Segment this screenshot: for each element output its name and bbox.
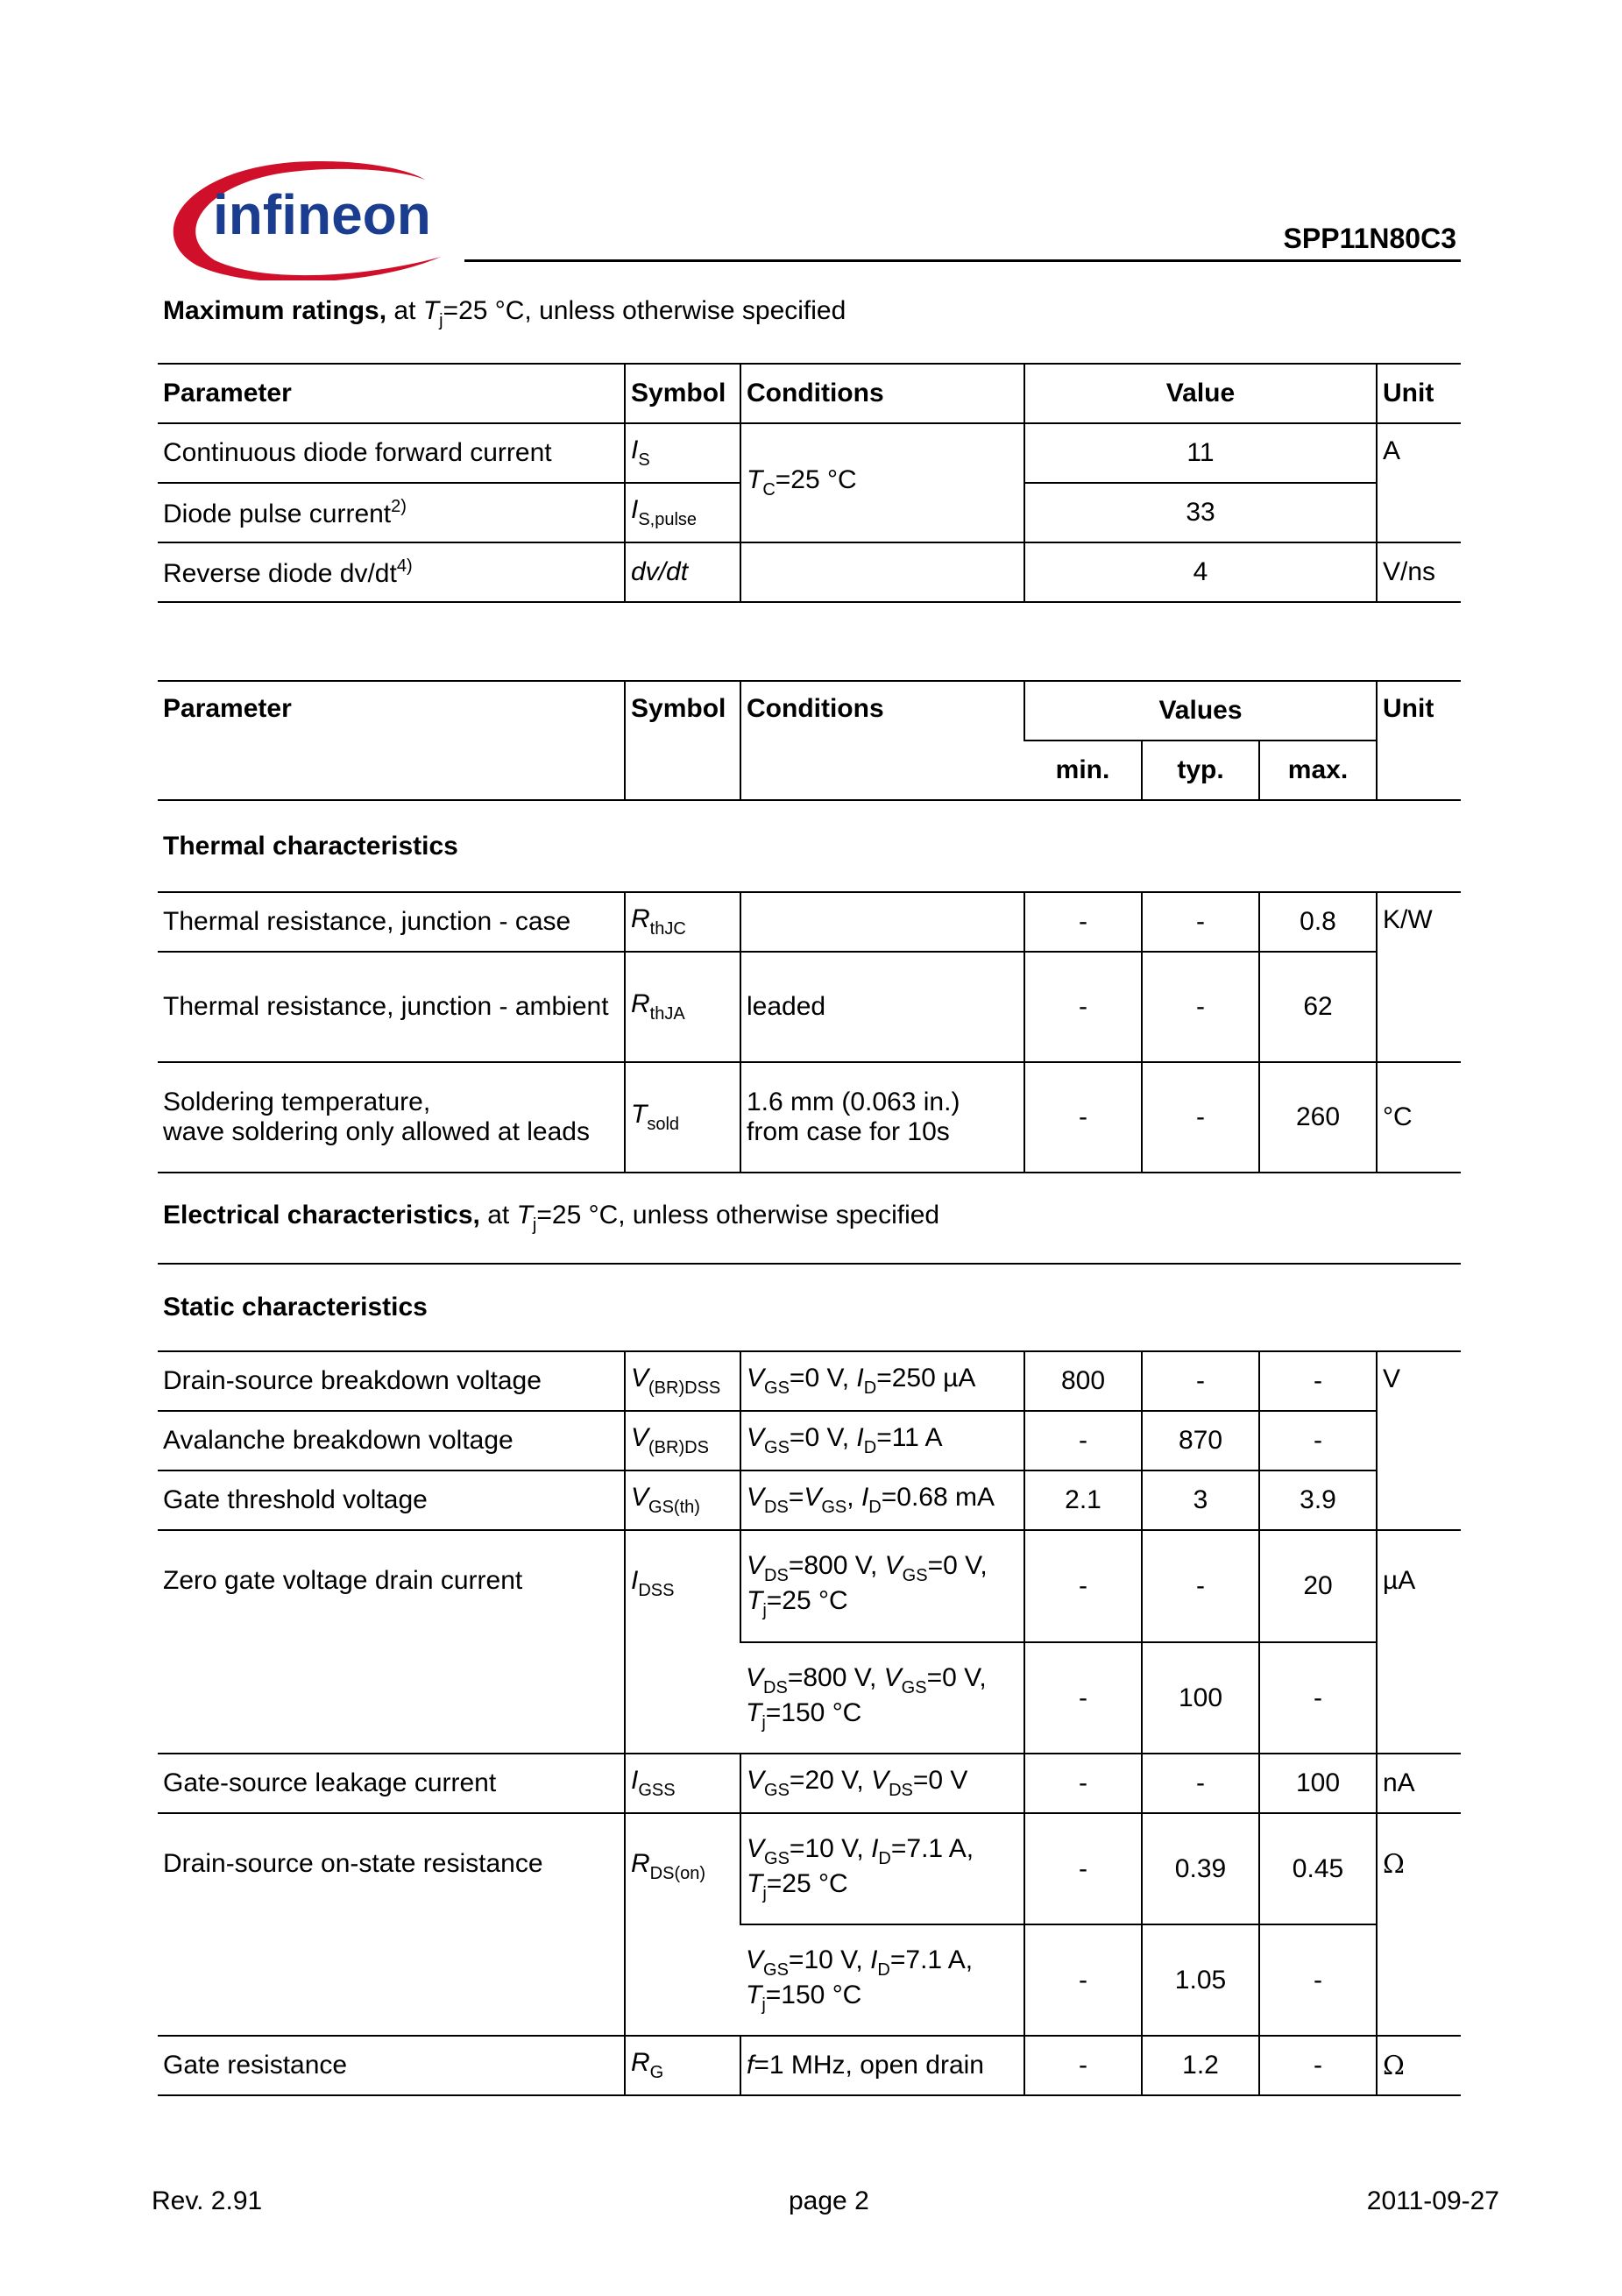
unit-cell: µA [1377,1530,1461,1754]
table-row [158,952,1461,1062]
min-cell: - [1024,1062,1142,1173]
typ-cell: 3 [1142,1470,1259,1530]
table-header-row [158,681,1461,741]
parameter-cell: Zero gate voltage drain current [158,1530,625,1754]
header-conditions: Conditions [740,364,1024,423]
header-parameter: Parameter [158,364,625,423]
parameter-cell: Drain-source breakdown voltage [158,1351,625,1411]
max-cell: - [1259,2036,1377,2095]
header-symbol: Symbol [625,681,740,800]
parameter-cell: Soldering temperature, wave soldering only allowed at leads [158,1062,625,1173]
parameter-cell: Thermal resistance, junction - ambient [158,952,625,1062]
symbol-cell: $I_{S,pulse}$ [625,483,740,542]
symbol-cell: $V_{(BR)DS}$ [625,1411,740,1470]
parameter-cell: Gate-source leakage current [158,1754,625,1813]
symbol-cell: $R_{thJA}$ [625,952,740,1062]
footer-revision: Rev. 2.91 [152,2186,263,2215]
table-row [158,1062,1461,1173]
symbol-cell: $I_{GSS}$ [625,1754,740,1813]
footer-page: page 2 [789,2186,869,2215]
table-row [158,2036,1461,2095]
header-rule [464,259,1461,262]
typ-cell: - [1142,892,1259,952]
header-unit: Unit [1377,364,1461,423]
unit-cell: V [1377,1351,1461,1530]
parameter-cell: Diode pulse current$^{2)}$ [158,483,625,542]
min-cell: - [1024,2036,1142,2095]
condition-cell: $T_C=25$ °C [740,423,1024,542]
table-row [158,1754,1461,1813]
symbol-cell: $R_{thJC}$ [625,892,740,952]
table-row [158,1530,1461,1642]
max-cell: - [1259,1924,1377,2036]
parameter-cell: Drain-source on-state resistance [158,1813,625,2036]
condition-cell: 1.6 mm (0.063 in.) from case for 10s [740,1062,1024,1173]
min-cell: - [1024,1642,1142,1754]
max-ratings-table [158,363,1461,603]
symbol-cell: $V_{GS(th)}$ [625,1470,740,1530]
condition-cell [740,542,1024,602]
unit-cell: A [1377,423,1461,542]
condition-cell: $V_{DS}=V_{GS}$, $I_D=0.68$ mA [740,1470,1024,1530]
symbol-cell: $I_{DSS}$ [625,1530,740,1754]
header-values: Values [1024,681,1377,741]
section-static-title: Static characteristics [158,1264,1461,1351]
max-ratings-title: Maximum ratings, at $T_j=25$ °C, unless otherwise specified [163,296,846,330]
symbol-cell: $R_G$ [625,2036,740,2095]
section-electrical-title: Electrical characteristics, at $T_j=25$ °C, unless otherwise specified [158,1173,1461,1264]
parameter-cell: Reverse diode $dv/dt^{4)}$ [158,542,625,602]
header-unit: Unit [1377,681,1461,800]
max-cell: - [1259,1351,1377,1411]
min-cell: - [1024,1924,1142,2036]
typ-cell: 0.39 [1142,1813,1259,1924]
header-typ: typ. [1142,741,1259,800]
infineon-logo [162,153,451,280]
table-row [158,1351,1461,1411]
parameter-cell: Avalanche breakdown voltage [158,1411,625,1470]
symbol-cell: $T_{sold}$ [625,1062,740,1173]
footer-date: 2011-09-27 [1366,2186,1499,2215]
typ-cell: 1.2 [1142,2036,1259,2095]
characteristics-table [158,680,1461,2096]
header-symbol: Symbol [625,364,740,423]
max-cell: - [1259,1411,1377,1470]
symbol-cell: dv/dt [625,542,740,602]
min-cell: - [1024,952,1142,1062]
table-row [158,1411,1461,1470]
min-cell: - [1024,1754,1142,1813]
condition-cell: $V_{DS}=800$ V, $V_{GS}=0$ V, $T_j=150$ °C [740,1642,1024,1754]
symbol-cell: $V_{(BR)DSS}$ [625,1351,740,1411]
max-cell: 0.45 [1259,1813,1377,1924]
max-cell: 260 [1259,1062,1377,1173]
parameter-cell: Thermal resistance, junction - case [158,892,625,952]
parameter-cell: Gate threshold voltage [158,1470,625,1530]
condition-cell [740,892,1024,952]
unit-cell: Ω [1377,1813,1461,2036]
typ-cell: - [1142,952,1259,1062]
value-cell: 11 [1024,423,1377,483]
typ-cell: 870 [1142,1411,1259,1470]
min-cell: 2.1 [1024,1470,1142,1530]
header-conditions: Conditions [740,681,1024,800]
parameter-cell: Continuous diode forward current [158,423,625,483]
unit-cell: Ω [1377,2036,1461,2095]
table-row [158,423,1461,483]
condition-cell: $V_{GS}=0$ V, $I_D=250$ µA [740,1351,1024,1411]
max-cell: 100 [1259,1754,1377,1813]
table-row [158,1813,1461,1924]
part-number: SPP11N80C3 [1283,223,1456,254]
typ-cell: 100 [1142,1642,1259,1754]
svg-text:infineon: infineon [213,183,431,246]
min-cell: - [1024,1813,1142,1924]
condition-cell: $V_{GS}=10$ V, $I_D=7.1$ A, $T_j=25$ °C [740,1813,1024,1924]
condition-cell: f=1 MHz, open drain [740,2036,1024,2095]
typ-cell: - [1142,1754,1259,1813]
max-cell: 62 [1259,952,1377,1062]
table-row [158,542,1461,602]
section-thermal-title: Thermal characteristics [158,800,1461,892]
section-row [158,1264,1461,1351]
unit-cell: °C [1377,1062,1461,1173]
condition-cell: $V_{GS}=10$ V, $I_D=7.1$ A, $T_j=150$ °C [740,1924,1024,2036]
table-row [158,892,1461,952]
unit-cell: V/ns [1377,542,1461,602]
table-row [158,1470,1461,1530]
typ-cell: - [1142,1351,1259,1411]
header-value: Value [1024,364,1377,423]
min-cell: - [1024,1411,1142,1470]
header-parameter: Parameter [158,681,625,800]
table-header-row [158,364,1461,423]
value-cell: 4 [1024,542,1377,602]
header-min: min. [1024,741,1142,800]
typ-cell: - [1142,1530,1259,1642]
parameter-cell: Gate resistance [158,2036,625,2095]
condition-cell: $V_{DS}=800$ V, $V_{GS}=0$ V, $T_j=25$ °C [740,1530,1024,1642]
condition-cell: $V_{GS}=0$ V, $I_D=11$ A [740,1411,1024,1470]
value-cell: 33 [1024,483,1377,542]
typ-cell: 1.05 [1142,1924,1259,2036]
condition-cell: leaded [740,952,1024,1062]
unit-cell: K/W [1377,892,1461,1062]
section-row [158,800,1461,892]
min-cell: - [1024,892,1142,952]
condition-cell: $V_{GS}=20$ V, $V_{DS}=0$ V [740,1754,1024,1813]
min-cell: - [1024,1530,1142,1642]
max-cell: 20 [1259,1530,1377,1642]
min-cell: 800 [1024,1351,1142,1411]
typ-cell: - [1142,1062,1259,1173]
max-cell: 3.9 [1259,1470,1377,1530]
max-cell: - [1259,1642,1377,1754]
unit-cell: nA [1377,1754,1461,1813]
header-max: max. [1259,741,1377,800]
max-cell: 0.8 [1259,892,1377,952]
section-row [158,1173,1461,1264]
symbol-cell: $I_S$ [625,423,740,483]
symbol-cell: $R_{DS(on)}$ [625,1813,740,2036]
